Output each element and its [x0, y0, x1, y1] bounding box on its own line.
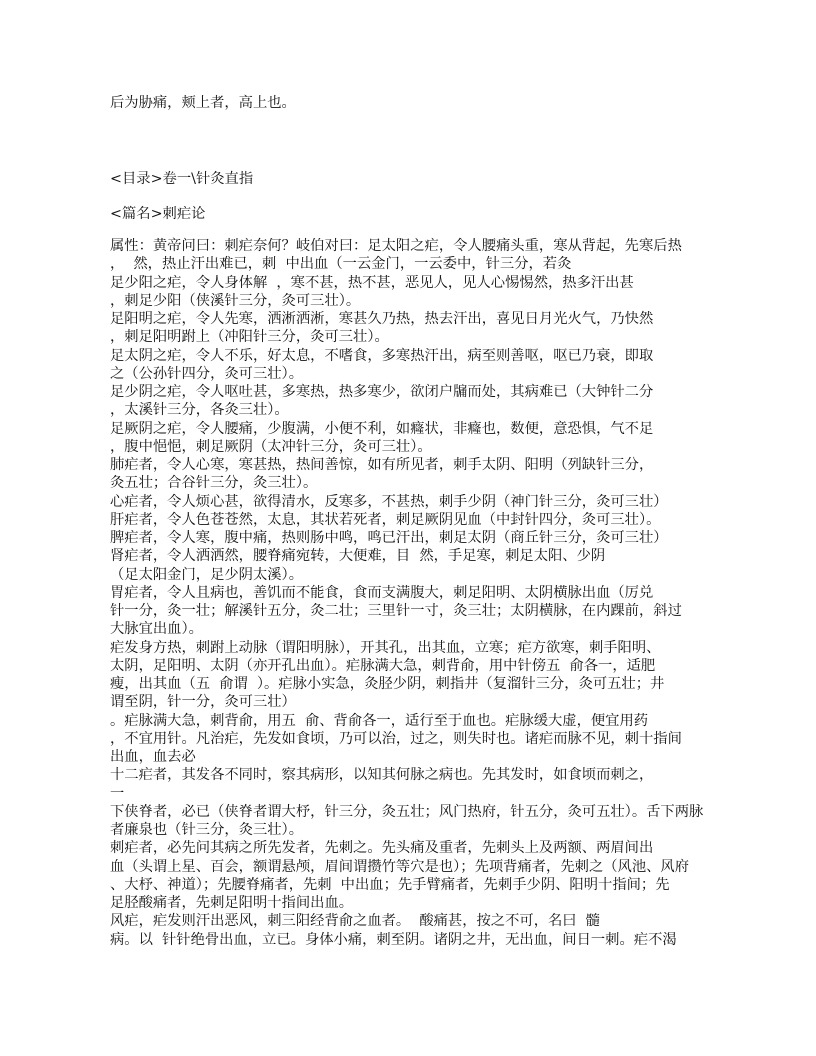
body-line: 十二疟者，其发各不同时，察其病形，以知其何脉之病也。先其发时，如食顷而刺之，	[110, 767, 654, 784]
body-line: 之（公孙针四分，灸可三壮）。	[110, 365, 304, 382]
body-line: 足胫酸痛者，先刺足阳明十指间出血。	[110, 895, 354, 911]
body-line: ，太溪针三分，各灸三壮）。	[110, 402, 289, 419]
body-line: 病。以 针针绝骨出血，立已。身体小痛，刺至阴。诸阴之井，无出血，间日一刺。疟不渴	[110, 931, 677, 948]
body-line: 风疟，疟发则汗出恶风，刺三阳经背俞之血者。 酸痛甚，按之不可，名曰 髓	[110, 913, 600, 930]
body-line: 足太阴之疟，令人不乐，好太息，不嗜食，多寒热汗出，病至则善呕，呕已乃衰，即取	[110, 347, 654, 364]
body-line: ，不宜用针。凡治疟，先发如食顷，乃可以治，过之，则失时也。诸疟而脉不见，刺十指间	[110, 730, 682, 747]
body-line: 脾疟者，令人寒，腹中痛，热则肠中鸣，鸣已汗出，刺足太阴（商丘针三分，灸可三壮）	[110, 530, 668, 546]
body-line: ，刺足少阳（侠溪针三分，灸可三壮）。	[110, 292, 361, 309]
body-line: 瘦，出其血（五 俞谓 ）。疟脉小实急，灸胫少阴，刺指井（复溜针三分，灸可五壮；井	[110, 676, 665, 692]
body-line: 心疟者，令人烦心甚，欲得清水，反寒多，不甚热，刺手少阴（神门针三分，灸可三壮）	[110, 493, 668, 510]
body-line: 大脉宜出血）。	[110, 621, 203, 638]
body-line: 、大杼、神道）；先腰脊痛者，先刺 中出血；先手臂痛者，先刺手少阴、阳明十指间；先	[110, 876, 670, 893]
body-line: 刺疟者，必先问其病之所先发者，先刺之。先头痛及重者，先刺头上及两额、两眉间出	[110, 840, 654, 857]
body-line: 者廉泉也（针三分，灸三壮）。	[110, 822, 304, 838]
body-line: 血（头谓上星、百会，额谓悬颅，眉间谓攒竹等穴是也）；先项背痛者，先刺之（风池、风府	[110, 858, 690, 875]
body-line: 。疟脉满大急，刺背俞，用五 俞、背俞各一，适行至于血也。疟脉缓大虚，便宜用药	[110, 712, 649, 729]
body-line: 足少阳之疟，令人身体解 ，寒不甚，热不甚，恶见人，见人心惕惕然，热多汗出甚	[110, 274, 634, 291]
body-line: 灸五壮；合谷针三分，灸三壮）。	[110, 475, 318, 492]
document-body	[110, 237, 703, 949]
chapter-title: <篇名>刺疟论	[110, 206, 206, 222]
body-line: 疟发身方热，刺跗上动脉（谓阳明脉），开其孔，出其血，立寒；疟方欲寒，刺手阳明、	[110, 639, 661, 656]
body-line: 胃疟者，令人且病也，善饥而不能食，食而支满腹大，刺足阳明、太阴横脉出血（厉兑	[110, 584, 654, 601]
body-line: 肺疟者，令人心寒，寒甚热，热间善惊，如有所见者，刺手太阴、阳明（列缺针三分，	[110, 457, 654, 473]
body-line: 足少阴之疟，令人呕吐甚，多寒热，热多寒少，欲闭户牖而处，其病难已（大钟针二分	[110, 384, 654, 400]
body-line: 太阴，足阳明、太阴（亦开孔出血）。疟脉满大急，刺背俞，用中针傍五 俞各一，适肥	[110, 657, 656, 674]
body-line: 下侠脊者，必已（侠脊者谓大杼，针三分，灸五壮；风门热府，针五分，灸可五壮）。舌下两脉	[110, 803, 704, 820]
table-of-contents-label: <目录>卷一\针灸直指	[110, 171, 254, 187]
body-line: 出血，血去必	[110, 749, 196, 765]
body-line: 一	[110, 785, 125, 802]
body-line: ，刺足阳明跗上（冲阳针三分，灸可三壮）。	[110, 329, 389, 346]
body-line: ，腹中悒悒，刺足厥阴（太冲针三分，灸可三壮）。	[110, 438, 432, 455]
body-line: 足阳明之疟，令人先寒，洒淅洒淅，寒甚久乃热，热去汗出，喜见日月光火气，乃快然	[110, 311, 654, 327]
body-line: 肝疟者，令人色苍苍然，太息，其状若死者，刺足厥阴见血（中封针四分，灸可三壮）。	[110, 511, 661, 528]
body-line: 谓至阴，针一分，灸可三壮）	[110, 694, 296, 711]
body-line: 肾疟者，令人洒洒然，腰脊痛宛转，大便难，目 然，手足寒，刺足太阳、少阴	[110, 548, 606, 565]
body-line: （足太阳金门，足少阴太溪）。	[110, 566, 304, 583]
body-line: 针一分，灸一壮；解溪针五分，灸二壮；三里针一寸，灸三壮；太阴横脉，在内踝前，斜过	[110, 603, 682, 619]
intro-text: 后为胁痛，颊上者，高上也。	[110, 95, 296, 111]
body-line: 足厥阴之疟，令人腰痛，少腹满，小便不利，如癃状，非癃也，数便，意恐惧，气不足	[110, 420, 654, 437]
body-line: 属性：黄帝问曰：刺疟奈何？岐伯对曰：足太阳之疟，令人腰痛头重，寒从背起，先寒后热	[110, 238, 682, 254]
body-line: ， 然，热止汗出难已，刺 中出血（一云金门，一云委中，针三分，若灸	[110, 256, 572, 273]
